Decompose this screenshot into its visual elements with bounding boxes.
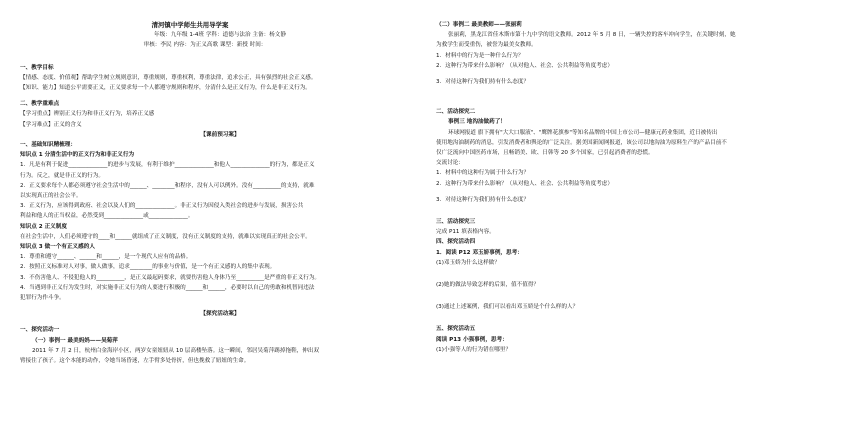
preview-heading: 【课前预习案】 bbox=[200, 131, 240, 138]
keypoint-line: 【学习重点】辨别正义行为和非正义行为，培养正义感 bbox=[20, 111, 155, 118]
case-text-line: 使用地沟油制药的消息，引发消费者和舆论的广泛关注。据美国新闻网报道，该公司以地沟油为原料生产的产品目前不 bbox=[436, 139, 727, 146]
difficulty-line: 【学习难点】正义的含义 bbox=[20, 121, 82, 128]
case-text-line: 环球网报道 旗下拥有"大大口服液"、"鹰牌花旗参"等知名品牌的中国上市公司—健康元药业集团，近日被传出 bbox=[448, 129, 718, 136]
section-heading: 二、教学重难点 bbox=[20, 101, 60, 108]
question-line: 1．材料中的行为是一种什么行为？ bbox=[436, 52, 524, 59]
right-column bbox=[436, 0, 846, 355]
task-line: 完成 P11 填表格内容。 bbox=[436, 229, 495, 236]
question-line: 3．对待这种行为我们持有什么态度？ bbox=[436, 79, 530, 86]
case-text-line: 为救学生而受重伤，被誉为最美女教师。 bbox=[436, 42, 537, 49]
reading-heading: 1．阅读 P12 邓玉娇事例，思考： bbox=[436, 249, 523, 256]
question-line: (2)她的做法导致怎样的后果，值不值得？ bbox=[436, 282, 540, 289]
discussion-heading: 交流讨论： bbox=[436, 160, 464, 167]
question-line: 2．这种行为带来什么影响？（从对他人、社会、公共利益等角度考虑） bbox=[436, 62, 613, 69]
question-line: 1．材料中的这种行为属于什么行为？ bbox=[436, 170, 530, 177]
case-heading: 事例三 地沟油做药了！ bbox=[448, 119, 506, 126]
section-heading: 一、基础知识精梳理： bbox=[20, 142, 76, 149]
knowledge-point-heading: 知识点 3 做一个有正义感的人 bbox=[20, 244, 95, 251]
case-text-line: 2011 年 7 月 2 日，杭州白金海岸小区，两岁女童妞妞从 10 层高楼坠落。这一瞬间，邻居吴菊萍踢掉拖鞋，伸出双 bbox=[32, 347, 320, 354]
question-line: 2．这种行为带来什么影响？（从对他人、社会、公共利益等角度考虑） bbox=[436, 180, 613, 187]
section-heading: 四、探究活动四 bbox=[436, 239, 476, 246]
case-text-line: 张丽莉，黑龙江省佳木斯市第十九中学的语文教师。2012 年 5 月 8 日，一辆失控的客车冲向学生，在关键时刻，她 bbox=[448, 32, 736, 39]
page-title: 清河镇中学师生共用导学案 bbox=[151, 21, 229, 29]
left-column bbox=[20, 0, 420, 366]
fill-blank-line: 4．当遇到非正义行为发生时，对实施非正义行为的人要进行积极的______和______，必要时以自己的勇敢和机智同违法 bbox=[20, 284, 315, 291]
meta-line-1: 年级：九年级 1-4班 学科：道德与法治 主备：杨文静 bbox=[154, 32, 286, 39]
section-heading: 二、活动探究二 bbox=[436, 109, 476, 116]
question-line: (1)邓玉娇为什么这样做？ bbox=[436, 259, 500, 266]
meta-line-2: 审核：李民 内容：为正义高歌 课型：新授 时间： bbox=[143, 42, 267, 49]
fill-blank-line: 在社会生活中，人们必须遵守的____和______就组成了正义制度，没有正义制度的支持，就难以实现真正的社会公平。 bbox=[20, 233, 311, 240]
objective-line: 【知识、能力】知道公平需要正义，正义要求每一个人都遵守规则和程序，分清什么是正义行为，什么是非正义行为。 bbox=[20, 85, 311, 92]
fill-blank-line: 犯罪行为作斗争。 bbox=[20, 295, 65, 302]
fill-blank-line: 1．尊重和遵守______、______和______，是一个现代人应有的品格。 bbox=[20, 254, 192, 261]
knowledge-point-heading: 知识点 1 分清生活中的正义行为和非正义行为 bbox=[20, 152, 135, 159]
fill-blank-line: 3．正义行为，应该得到政府、社会以及人们的______________。非正义行为因侵入类社会的进步与发展，损害公共 bbox=[20, 203, 304, 210]
fill-blank-line: 1．凡是有利于促进______________的进步与发展，有利于维护______________和他人______________的行为，都是正义 bbox=[20, 162, 315, 169]
section-heading: 五、探究活动五 bbox=[436, 326, 476, 333]
fill-blank-line: 2．正义要求每个人都必须遵守社会生活中的______、________和程序，没有人可以例外。没有__________的支持，就难 bbox=[20, 182, 315, 189]
case-heading: （二）事例二 最美教师——张丽莉 bbox=[436, 22, 522, 28]
objective-line: 【情感、态度、价值观】帮助学生树立规则意识，尊重规则，尊重权利，尊重法律，追求公正，具有强烈的社会正义感。 bbox=[20, 74, 317, 81]
case-heading: （一）事例一 最美妈妈——吴菊萍 bbox=[32, 337, 118, 344]
question-line: (3)通过上述案例，我们可以看出邓玉娇是个什么样的人？ bbox=[436, 304, 579, 311]
fill-blank-line: 以实现真正的社会公平。 bbox=[20, 193, 82, 200]
question-line: 3．对待这种行为我们持有什么态度？ bbox=[436, 196, 530, 203]
section-heading: 三、活动探究三 bbox=[436, 219, 476, 226]
fill-blank-line: 行为。反之，就是非正义的行为。 bbox=[20, 172, 104, 179]
question-line: (1)小强等人的行为错在哪里？ bbox=[436, 346, 512, 353]
reading-heading: 阅读 P13 小强事例，思考： bbox=[436, 336, 508, 343]
knowledge-point-heading: 知识点 2 正义制度 bbox=[20, 223, 67, 230]
inquiry-heading: 【探究活动案】 bbox=[200, 311, 240, 318]
fill-blank-line: 3．不伤害他人、不侵犯他人的__________，是正义最起码要求，就要伤害他人身体乃至__________是严重的非正义行为。 bbox=[20, 274, 321, 281]
section-heading: 一、教学目标 bbox=[20, 64, 54, 71]
section-heading: 一、探究活动一 bbox=[20, 327, 60, 334]
case-text-line: 臂接住了孩子。这个本能的动作，令她当场昏迷，左手臂多处骨折，但也挽救了妞妞的生命。 bbox=[20, 358, 250, 365]
fill-blank-line: 2．按照正义标准对人对事，做人做事，追求________的事业与价值，是一个有正义感的人的集中表现。 bbox=[20, 264, 276, 271]
fill-blank-line: 利益和他人的正当权益，必然受到______________或______________。 bbox=[20, 213, 194, 220]
case-text-line: 仅广泛流向中国医药市场，且畅销美、欧、日韩等 20 多个国家，已引起消费者的恐慌。 bbox=[436, 150, 654, 157]
